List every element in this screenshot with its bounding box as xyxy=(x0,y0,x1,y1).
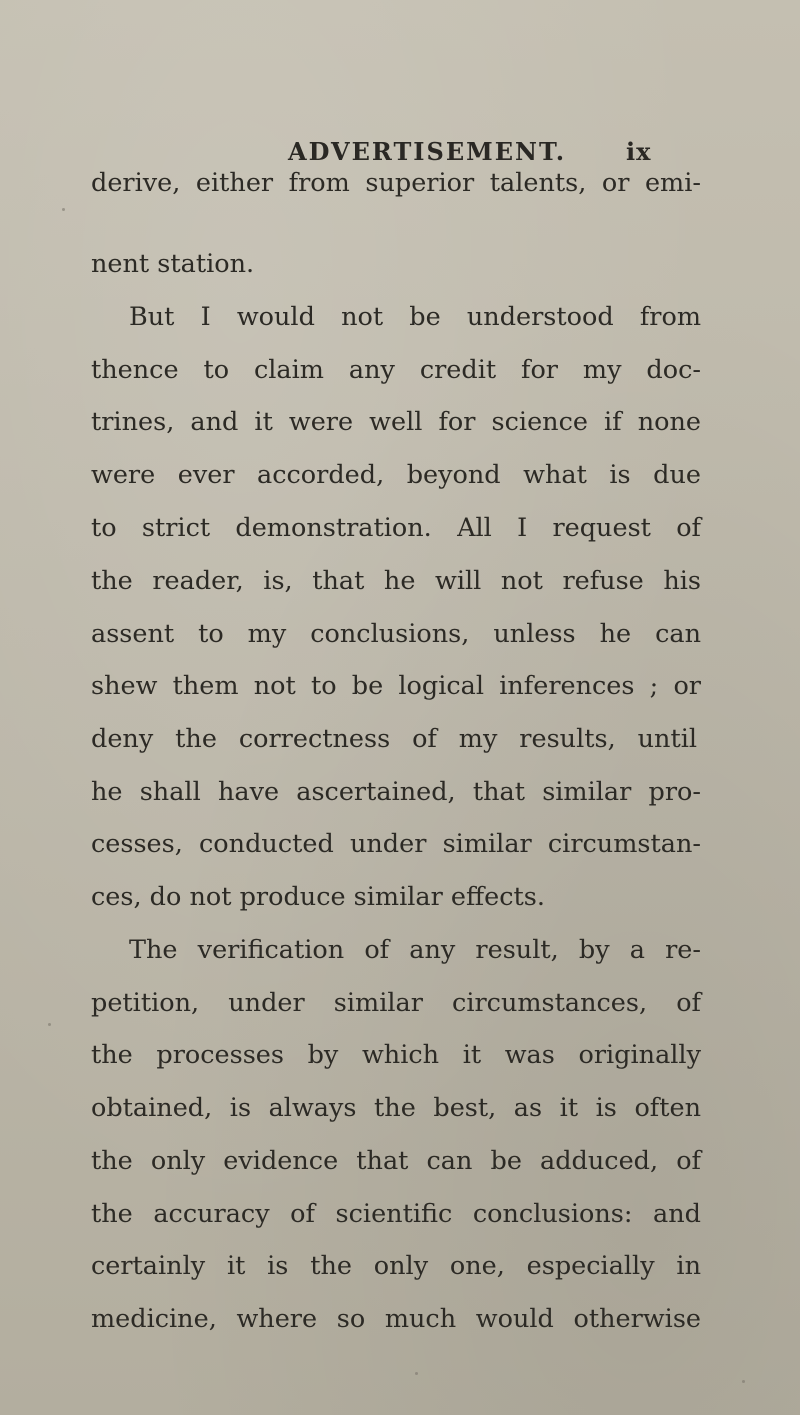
text-line: deny the correctness of my results, until xyxy=(91,724,697,754)
text-line: to strict demonstration. All I request of xyxy=(91,513,701,543)
text-line: thence to claim any credit for my doc- xyxy=(91,355,701,385)
text-line: were ever accorded, beyond what is due xyxy=(91,460,701,490)
paper-speck xyxy=(415,1372,418,1375)
text-line: the only evidence that can be adduced, of xyxy=(91,1146,701,1176)
text-line: assent to my conclusions, unless he can xyxy=(91,619,701,649)
paper-speck xyxy=(742,1380,745,1383)
text-line: shew them not to be logical inferences ; or xyxy=(91,671,701,701)
text-line: The verification of any result, by a re- xyxy=(129,935,701,965)
text-line: cesses, conducted under similar circumstan- xyxy=(91,829,701,859)
text-line: derive, either from superior talents, or emi- xyxy=(91,168,701,198)
text-line: the reader, is, that he will not refuse his xyxy=(91,566,701,596)
text-line: nent station. xyxy=(91,249,255,279)
text-line: certainly it is the only one, especially in xyxy=(91,1251,701,1281)
text-line: petition, under similar circumstances, of xyxy=(91,988,701,1018)
text-line: But I would not be understood from xyxy=(129,302,701,332)
text-line: he shall have ascertained, that similar pro- xyxy=(91,777,701,807)
page-number: ix xyxy=(626,137,652,166)
running-head: ADVERTISEMENT. xyxy=(288,137,567,166)
text-line: trines, and it were well for science if none xyxy=(91,407,701,437)
text-line: ces, do not produce similar effects. xyxy=(91,882,545,912)
paper-speck xyxy=(48,1023,51,1026)
text-line: medicine, where so much would otherwise xyxy=(91,1304,701,1334)
text-line: the processes by which it was originally xyxy=(91,1040,701,1070)
text-line: obtained, is always the best, as it is often xyxy=(91,1093,701,1123)
paper-speck xyxy=(62,208,65,211)
text-line: the accuracy of scientific conclusions: and xyxy=(91,1199,701,1229)
